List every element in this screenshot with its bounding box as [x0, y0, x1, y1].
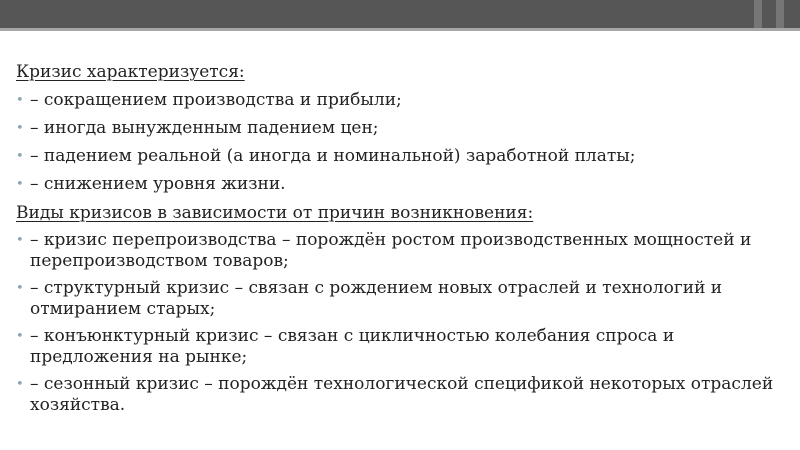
top-decor-bar [0, 0, 800, 28]
list-item [16, 230, 794, 272]
list-item-text: – конъюнктурный кризис – связан с цикличностью колебания спроса и предложения на рынке; [30, 326, 675, 367]
list-item-text: – структурный кризис – связан с рождением новых отраслей и технологий и отмиранием старых; [30, 278, 723, 319]
list-item-text: – сокращением производства и прибыли; [30, 90, 402, 110]
bullet-dot-icon: • [16, 177, 24, 192]
list-item-text: – сезонный кризис – порождён технологической спецификой некоторых отраслей хозяйства. [30, 374, 774, 415]
list-item-text: – кризис перепроизводства – порождён ростом производственных мощностей и перепроизводством товаров; [30, 230, 752, 271]
bullet-dot-icon: • [16, 377, 24, 392]
bullet-dot-icon: • [16, 281, 24, 296]
list-item [16, 173, 794, 196]
list-item [16, 326, 794, 368]
list-item [16, 89, 794, 112]
slide-content [16, 60, 794, 422]
bullet-dot-icon: • [16, 121, 24, 136]
section-heading-characteristics: Кризис характеризуется: [16, 62, 245, 82]
bullet-dot-icon: • [16, 149, 24, 164]
bullet-dot-icon: • [16, 233, 24, 248]
list-item [16, 374, 794, 416]
crisis-types-list [16, 230, 794, 416]
top-bar-notch [776, 0, 784, 28]
top-bar-notch [754, 0, 762, 28]
list-item-text: – падением реальной (а иногда и номинальной) заработной платы; [30, 146, 636, 166]
top-decor-strip [0, 28, 800, 31]
section-heading-crisis-types: Виды кризисов в зависимости от причин возникновения: [16, 203, 534, 223]
bullet-dot-icon: • [16, 93, 24, 108]
list-item [16, 145, 794, 168]
list-item-text: – снижением уровня жизни. [30, 174, 286, 194]
list-item [16, 117, 794, 140]
list-item-text: – иногда вынужденным падением цен; [30, 118, 379, 138]
list-item [16, 278, 794, 320]
characteristics-list [16, 89, 794, 196]
bullet-dot-icon: • [16, 329, 24, 344]
